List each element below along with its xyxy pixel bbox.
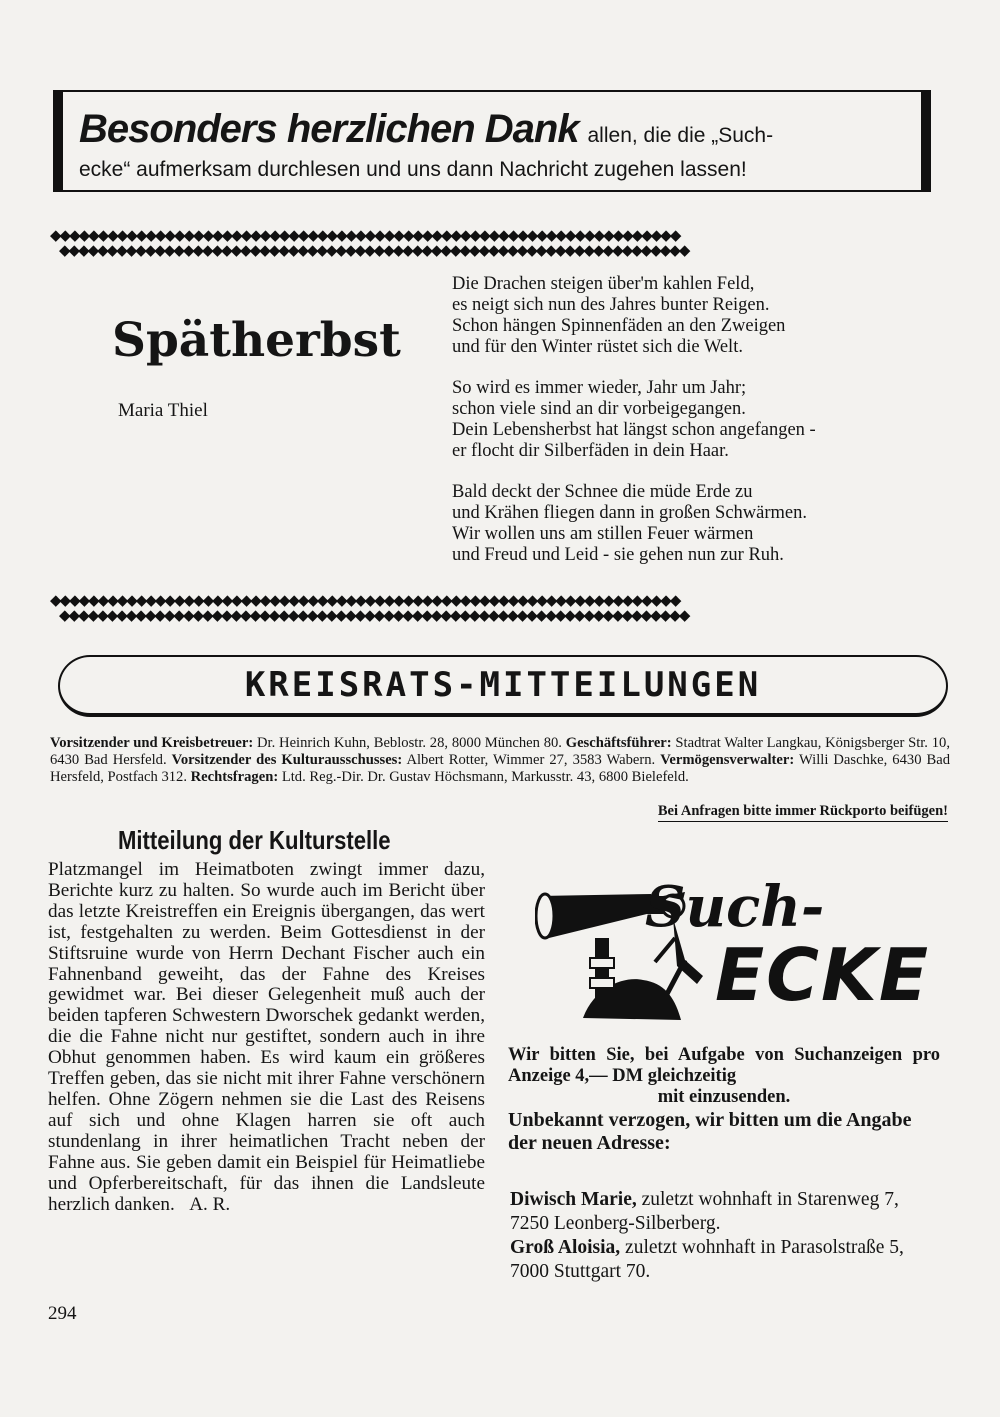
officer-label: Vorsitzender und Kreisbetreuer:: [50, 735, 254, 751]
ornament-row: ◆◆◆◆◆◆◆◆◆◆◆◆◆◆◆◆◆◆◆◆◆◆◆◆◆◆◆◆◆◆◆◆◆◆◆◆◆◆◆◆◆◆◆◆◆◆◆◆◆◆◆◆◆◆◆◆◆◆◆◆◆◆◆◆◆◆: [50, 228, 680, 244]
banner-text-line2: ecke“ aufmerksam durchlesen und uns dann Nachricht zugehen lassen!: [79, 158, 747, 181]
request-text: Wir bitten Sie, bei Aufgabe von Suchanzeigen pro Anzeige 4,— DM gleichzeitig: [508, 1045, 940, 1086]
officer-details: Dr. Heinrich Kuhn, Beblostr. 28, 8000 München 80.: [253, 735, 566, 751]
kulturstelle-article: [48, 860, 485, 1215]
poem-line: So wird es immer wieder, Jahr um Jahr;: [452, 378, 747, 398]
poem-line: und für den Winter rüstet sich die Welt.: [452, 337, 743, 357]
suchecke-moved-note: Unbekannt verzogen, wir bitten um die Angabe der neuen Adresse:: [508, 1109, 912, 1154]
suchecke-request: [508, 1045, 940, 1108]
officer-details: Willi Daschke, 6430 Bad Hersfeld, Postfach 312.: [50, 752, 951, 785]
person-address: zuletzt wohnhaft in Parasolstraße 5, 7000 Stuttgart 70.: [510, 1237, 904, 1282]
person-name: Diwisch Marie,: [510, 1189, 637, 1210]
poem-line: Bald deckt der Schnee die müde Erde zu: [452, 482, 753, 502]
logo-such-word: Such-: [645, 874, 825, 940]
officers-list: [50, 735, 950, 786]
list-item: [510, 1236, 942, 1284]
missing-persons-list: [510, 1188, 942, 1284]
officer-label: Geschäftsführer:: [565, 735, 672, 751]
officer-label: Vermögensverwalter:: [660, 752, 795, 768]
poem-stanza: [452, 274, 952, 358]
banner-headline: Besonders herzlichen Dank: [79, 107, 579, 151]
person-address: zuletzt wohnhaft in Starenweg 7, 7250 Leonberg-Silberberg.: [510, 1189, 899, 1234]
logo-ecke-word: ECKE: [715, 933, 930, 1017]
officer-details: Ltd. Reg.-Dir. Dr. Gustav Höchsmann, Markusstr. 43, 6800 Bielefeld.: [278, 769, 689, 785]
poem-author: Maria Thiel: [118, 400, 208, 421]
suchecke-logo: [535, 868, 935, 1028]
person-name: Groß Aloisia,: [510, 1237, 621, 1258]
poem-line: und Krähen fliegen dann in großen Schwärmen.: [452, 503, 807, 523]
list-item: [510, 1188, 942, 1236]
kreisrat-header-box: [58, 655, 948, 717]
poem-stanza: [452, 482, 952, 566]
ornament-row: ◆◆◆◆◆◆◆◆◆◆◆◆◆◆◆◆◆◆◆◆◆◆◆◆◆◆◆◆◆◆◆◆◆◆◆◆◆◆◆◆◆◆◆◆◆◆◆◆◆◆◆◆◆◆◆◆◆◆◆◆◆◆◆◆◆◆: [50, 593, 680, 609]
poem-line: und Freud und Leid - sie gehen nun zur Ruh.: [452, 545, 784, 565]
kreisrat-title: KREISRATS-MITTEILUNGEN: [244, 665, 762, 705]
request-end: mit einzusenden.: [657, 1087, 791, 1107]
kulturstelle-title: Mitteilung der Kulturstelle: [118, 825, 391, 855]
article-signature: A. R.: [189, 1193, 231, 1215]
ornament-row: ◆◆◆◆◆◆◆◆◆◆◆◆◆◆◆◆◆◆◆◆◆◆◆◆◆◆◆◆◆◆◆◆◆◆◆◆◆◆◆◆◆◆◆◆◆◆◆◆◆◆◆◆◆◆◆◆◆◆◆◆◆◆◆◆◆◆: [59, 606, 689, 623]
article-body: Platzmangel im Heimatboten zwingt immer dazu, Berichte kurz zu halten. So wurde auch im Bericht über das letzte Kreistreffen ein Ereignis übergangen, das wert ist, festgehalten zu werden. Beim Gottesdienst in der Stiftsruine wurde von Herrn Dechant Fischer auch ein Fahnenband geweiht, das der Fahne des Kreises gewidmet war. Bei dieser Gelegenheit muß auch der beiden tapferen Schwestern Dworschek gedankt werden, die die Fahne nicht nur gestiftet, sondern auch in ihre Obhut genommen haben. Es wird kaum ein größeres Treffen geben, das sie nicht mit ihrer Fahne verschönern helfen. Ohne Zögern nehmen sie die Last des Reisens auf sich und ohne Klagen harren sie oft auch stundenlang in ihrer heimatlichen Tracht neben der Fahne aus. Sie geben damit ein Beispiel für Heimatliebe und Opferbereitschaft, für das ihnen die Landsleute herzlich danken.: [48, 859, 485, 1215]
thanks-banner: [53, 90, 931, 192]
poem-line: Dein Lebensherbst hat längst schon angefangen -: [452, 420, 816, 440]
poem-line: Die Drachen steigen über'm kahlen Feld,: [452, 274, 755, 294]
ornament-divider-top: [50, 228, 950, 258]
poem-body: [452, 274, 952, 586]
ornament-row: ◆◆◆◆◆◆◆◆◆◆◆◆◆◆◆◆◆◆◆◆◆◆◆◆◆◆◆◆◆◆◆◆◆◆◆◆◆◆◆◆◆◆◆◆◆◆◆◆◆◆◆◆◆◆◆◆◆◆◆◆◆◆◆◆◆◆: [59, 241, 689, 258]
officer-label: Rechtsfragen:: [190, 769, 279, 785]
poem-stanza: [452, 378, 952, 462]
poem-line: es neigt sich nun des Jahres bunter Reigen.: [452, 295, 770, 315]
banner-text-line1: allen, die die „Such-: [587, 124, 774, 147]
officer-details: Albert Rotter, Wimmer 27, 3583 Wabern.: [402, 752, 661, 768]
poem-line: Schon hängen Spinnenfäden an den Zweigen: [452, 316, 786, 336]
poem-title: Spätherbst: [112, 313, 401, 368]
ornament-divider-bottom: [50, 593, 950, 623]
poem-line: schon viele sind an dir vorbeigegangen.: [452, 399, 746, 419]
poem-line: Wir wollen uns am stillen Feuer wärmen: [452, 524, 754, 544]
officer-details: Stadtrat Walter Langkau, Königsberger Str. 10, 6430 Bad Hersfeld.: [50, 735, 950, 768]
poem-line: er flocht dir Silberfäden in dein Haar.: [452, 441, 729, 461]
page-number: 294: [48, 1303, 77, 1324]
officer-label: Vorsitzender des Kulturausschusses:: [171, 752, 403, 768]
rueckporto-note: Bei Anfragen bitte immer Rückporto beifügen!: [658, 803, 948, 822]
